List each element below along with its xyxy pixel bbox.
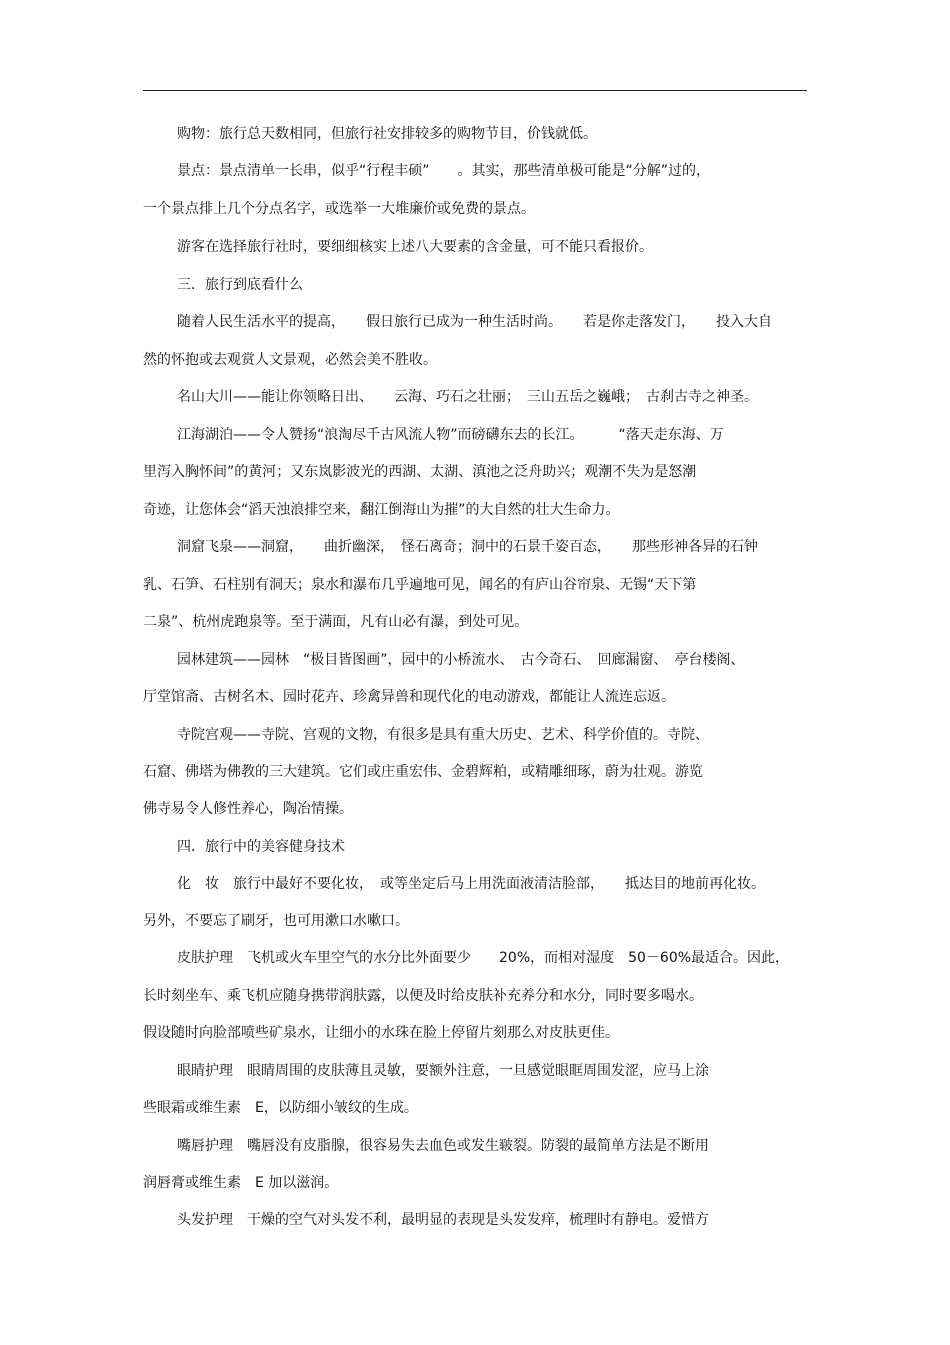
paragraph-line: 江海湖泊——令人赞扬“浪淘尽千古风流人物”而磅礴东去的长江。 “落天走东海、万 xyxy=(177,427,724,443)
paragraph-line: 园林建筑——园林 “极目皆图画”，园中的小桥流水、 古今奇石、 回廊漏窗、 亭台楼阁、 xyxy=(177,652,745,668)
paragraph-line: 乳、石笋、石柱别有洞天；泉水和瀑布几乎遍地可见，闻名的有庐山谷帘泉、无锡“天下第 xyxy=(143,577,697,593)
paragraph-line: 些眼霜或维生素 E，以防细小皱纹的生成。 xyxy=(143,1100,418,1116)
paragraph-line: 里泻入胸怀间”的黄河；又东岚影波光的西湖、太湖、滇池之泛舟助兴；观潮不失为是怒潮 xyxy=(143,464,697,480)
paragraph-line: 随着人民生活水平的提高， 假日旅行已成为一种生活时尚。 若是你走落发门， 投入大自 xyxy=(177,314,772,330)
paragraph-line: 二泉”、杭州虎跑泉等。至于满面，凡有山必有瀑，到处可见。 xyxy=(143,614,529,630)
paragraph-line: 奇迹，让您体会“滔天浊浪排空来，翻江倒海山为摧”的大自然的壮大生命力。 xyxy=(143,502,620,518)
paragraph-line: 游客在选择旅行社时，要细细核实上述八大要素的含金量，可不能只看报价。 xyxy=(177,239,653,255)
paragraph-line: 皮肤护理 飞机或火车里空气的水分比外面要少 20%，而相对湿度 50－60%最适合。因此， xyxy=(177,950,790,966)
section-heading: 三．旅行到底看什么 xyxy=(177,277,303,293)
paragraph-line: 名山大川——能让你领略日出、 云海、巧石之壮丽； 三山五岳之巍峨； 古刹古寺之神圣。 xyxy=(177,389,758,405)
paragraph-line: 化 妆 旅行中最好不要化妆， 或等坐定后马上用洗面液清洁脸部， 抵达目的地前再化妆。 xyxy=(177,876,765,892)
paragraph-line: 头发护理 干燥的空气对头发不利，最明显的表现是头发发痒，梳理时有静电。爱惜方 xyxy=(177,1212,709,1228)
paragraph-line: 假设随时向脸部喷些矿泉水，让细小的水珠在脸上停留片刻那么对皮肤更佳。 xyxy=(143,1025,619,1041)
paragraph-line: 景点：景点清单一长串，似乎“行程丰硕” 。其实，那些清单极可能是“分解”过的， xyxy=(177,163,711,179)
paragraph-line: 购物：旅行总天数相同，但旅行社安排较多的购物节目，价钱就低。 xyxy=(177,126,597,142)
paragraph-line: 长时刻坐车、乘飞机应随身携带润肤露，以便及时给皮肤补充养分和水分，同时要多喝水。 xyxy=(143,988,703,1004)
paragraph-line: 厅堂馆斋、古树名木、园时花卉、珍禽异兽和现代化的电动游戏，都能让人流连忘返。 xyxy=(143,689,675,705)
paragraph-line: 润唇膏或维生素 E 加以滋润。 xyxy=(143,1175,339,1191)
paragraph-line: 嘴唇护理 嘴唇没有皮脂腺，很容易失去血色或发生皲裂。防裂的最简单方法是不断用 xyxy=(177,1138,709,1154)
header-rule xyxy=(143,90,807,91)
paragraph-line: 寺院宫观——寺院、宫观的文物，有很多是具有重大历史、艺术、科学价值的。寺院、 xyxy=(177,727,709,743)
paragraph-line: 洞窟飞泉——洞窟， 曲折幽深， 怪石离奇；洞中的石景千姿百态， 那些形神各异的石钟 xyxy=(177,539,758,555)
paragraph-line: 眼睛护理 眼睛周围的皮肤薄且灵敏，要额外注意，一旦感觉眼眶周围发涩，应马上涂 xyxy=(177,1063,709,1079)
paragraph-line: 另外，不要忘了刷牙，也可用漱口水嗽口。 xyxy=(143,913,409,929)
paragraph-line: 然的怀抱或去观赏人文景观，必然会美不胜收。 xyxy=(143,352,437,368)
paragraph-line: 石窟、佛塔为佛教的三大建筑。它们或庄重宏伟、金碧辉粕，或精雕细琢，蔚为壮观。游览 xyxy=(143,764,703,780)
paragraph-line: 一个景点排上几个分点名字，或选举一大堆廉价或免费的景点。 xyxy=(143,201,535,217)
section-heading: 四．旅行中的美容健身技术 xyxy=(177,839,345,855)
paragraph-line: 佛寺易令人修性养心，陶冶情操。 xyxy=(143,801,353,817)
